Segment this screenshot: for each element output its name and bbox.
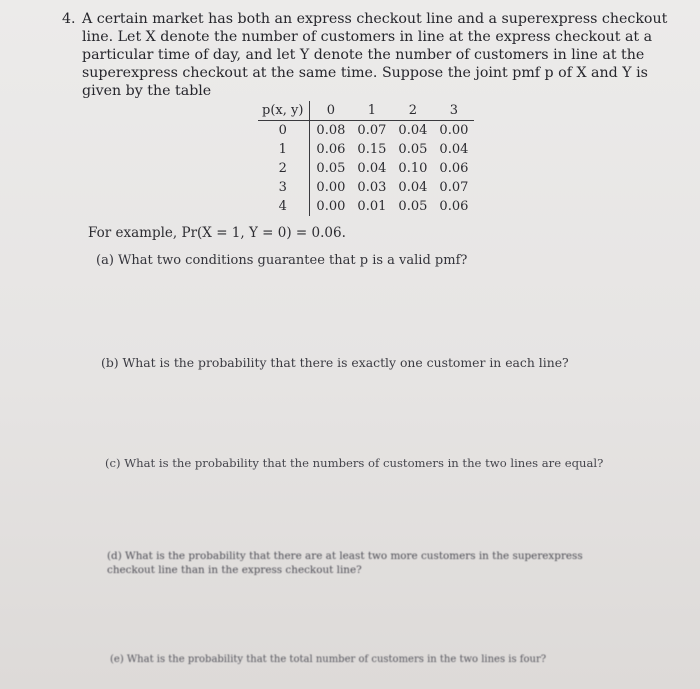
table-row (258, 178, 474, 197)
joint-pmf-table (258, 101, 474, 216)
table-cell: 0.08 (316, 123, 346, 138)
question-e: (e) What is the probability that the total number of customers in the two lines is four? (110, 654, 547, 665)
problem-number: 4. (62, 11, 76, 27)
table-row (258, 159, 474, 178)
table-row (258, 121, 474, 141)
question-d: (d) What is the probability that there are at least two more customers in the superexpress checkout line than in the express checkout line? (107, 550, 583, 576)
question-a: (a) What two conditions guarantee that p is a valid pmf? (96, 253, 468, 268)
table-cell: 0.07 (439, 180, 469, 195)
column-header: 3 (433, 101, 474, 121)
row-header: 2 (258, 159, 310, 178)
table-cell: 0.04 (398, 123, 428, 138)
row-header: 1 (258, 140, 310, 159)
question-c: (c) What is the probability that the numbers of customers in the two lines are equal? (105, 456, 604, 470)
table-cell: 0.00 (439, 123, 469, 138)
table-cell: 0.00 (316, 199, 346, 214)
table-cell: 0.06 (316, 142, 346, 157)
table-row (258, 197, 474, 216)
question-b: (b) What is the probability that there is exactly one customer in each line? (101, 355, 569, 370)
table-corner-label: p(x, y) (258, 101, 310, 121)
table-header-row (258, 101, 474, 121)
table-cell: 0.00 (316, 180, 346, 195)
table-cell: 0.07 (357, 123, 387, 138)
table-row (258, 140, 474, 159)
table-cell: 0.06 (439, 199, 469, 214)
problem-intro-text: A certain market has both an express checkout line and a superexpress checkout line. Let X denote the number of customers in line at the express checkout at a particular time of day, and let Y denote the number of customers in line at the superexpress checkout at the same time. Suppose the joint pmf p of X and Y is given by the table (82, 11, 668, 99)
problem-statement (62, 10, 672, 100)
column-header: 2 (392, 101, 433, 121)
table-cell: 0.06 (439, 161, 469, 176)
table-cell: 0.15 (357, 142, 387, 157)
row-header: 3 (258, 178, 310, 197)
table-cell: 0.04 (439, 142, 469, 157)
table-cell: 0.05 (398, 199, 428, 214)
table-cell: 0.04 (357, 161, 387, 176)
table-cell: 0.10 (398, 161, 428, 176)
row-header: 0 (258, 121, 310, 141)
table-cell: 0.03 (357, 180, 387, 195)
table-cell: 0.05 (398, 142, 428, 157)
row-header: 4 (258, 197, 310, 216)
table-cell: 0.04 (398, 180, 428, 195)
table-cell: 0.01 (357, 199, 387, 214)
column-header: 1 (351, 101, 392, 121)
example-text: For example, Pr(X = 1, Y = 0) = 0.06. (88, 225, 346, 241)
column-header: 0 (310, 101, 352, 121)
table-cell: 0.05 (316, 161, 346, 176)
